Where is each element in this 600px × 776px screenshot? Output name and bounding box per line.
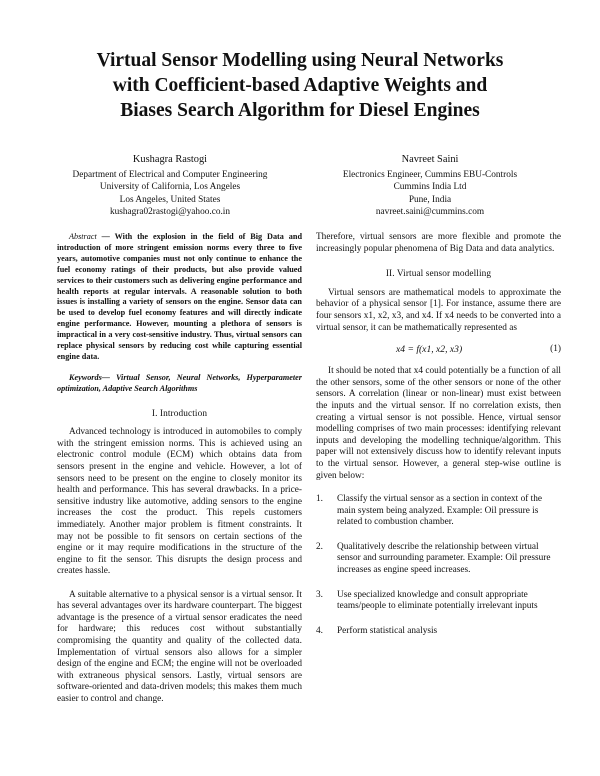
- left-column: [57, 232, 302, 706]
- paper-title: [50, 48, 550, 123]
- abstract-label: Abstract: [69, 232, 97, 241]
- paragraph: Advanced technology is introduced in automobiles to comply with the stringent emission norms. This is achieved using an electronic control module (ECM) which obtains data from sensors present in the engine and vehicle. However, a lot of sensors need to be present on the engine to closely monitor its health and performance. This has several drawbacks. In a price-sensitive industry like automotive, adding sensors to the engine increases the cost the product. This repels customers immediately. Another major problem is fitment constraints. It may not be possible to fit sensors on certain sections of the engine or it may require modifications in the structure of the engine to fit the sensor. This disrupts the design process and creates hassle.: [57, 427, 302, 577]
- keywords-text: Virtual Sensor, Neural Networks, Hyperparameter optimization, Adaptive Search Algorithms: [57, 372, 302, 393]
- section-heading: II. Virtual sensor modelling: [385, 269, 492, 280]
- equation-expression: x4 = f(x1, x2, x3): [396, 344, 463, 356]
- title-line: with Coefficient-based Adaptive Weights and: [112, 75, 488, 96]
- equation-number: (1): [550, 344, 561, 355]
- list-text: Perform statistical analysis: [337, 625, 438, 636]
- list-item: [316, 542, 561, 577]
- list-text: Classify the virtual sensor as a section in context of the main system being analyzed. Example: Oil pressure is related to combustion chamber.: [337, 494, 542, 528]
- paragraph: It should be noted that x4 could potentially be a function of all the other sensors, some of the other sensors or none of the other sensors. A correlation (linear or non-linear) must exist between the inputs and the virtual sensor. If no correlation exists, then creating a virtual sensor is not possible. Hence, virtual sensor modelling comprises of two main processes: identifying relevant inputs and developing the modelling technique/algorithm. This paper will not extensively discuss how to identify relevant inputs to the virtual sensor. However, a general step-wise outline is given below:: [316, 366, 561, 481]
- title-line: Biases Search Algorithm for Diesel Engines: [120, 100, 480, 121]
- author-affiliation: University of California, Los Angeles: [99, 182, 241, 193]
- abstract: [57, 232, 302, 363]
- author-email: navreet.saini@cummins.com: [375, 206, 485, 217]
- author-name: Navreet Saini: [401, 154, 459, 165]
- abstract-dash: —: [96, 232, 115, 241]
- author-affiliation: Department of Electrical and Computer Engineering: [72, 170, 268, 181]
- right-column: [316, 232, 561, 650]
- author-location: Los Angeles, United States: [119, 194, 221, 205]
- equation: [316, 340, 561, 360]
- keywords: [57, 373, 302, 395]
- list-text: Qualitatively describe the relationship between virtual sensor and surrounding parameter. Example: Oil pressure increases as engine speed increases.: [337, 541, 551, 576]
- author-block-2: [315, 154, 545, 218]
- author-email: kushagra02rastogi@yahoo.co.in: [109, 206, 231, 217]
- abstract-text: With the explosion in the field of Big Data and introduction of more stringent emission norms every three to five years, automotive companies must not only continue to enhance the fuel economy ratings of their products, but also provide valued services to their customers such as delivering engine performance and health reports at regular intervals. A reasonable solution to both issues is installing a variety of sensors on the engine. Sensor data can be used to develop fuel economy features and will directly indicate engine performance. However, mounting a plethora of sensors is impractical in a very cost-sensitive industry. Thus, virtual sensors can replace physical sensors by reducing cost while capturing essential engine data.: [57, 232, 302, 361]
- paragraph: Therefore, virtual sensors are more flexible and promote the increasingly popular phenomena of Big Data and data analytics.: [316, 232, 561, 254]
- section-heading: I. Introduction: [151, 408, 208, 419]
- author-affiliation: Cummins India Ltd: [393, 182, 467, 193]
- author-affiliation: Electronics Engineer, Cummins EBU-Controls: [342, 170, 518, 181]
- author-location: Pune, India: [408, 194, 452, 205]
- list-number: 1.: [316, 494, 323, 505]
- keywords-label: Keywords—: [69, 372, 110, 382]
- title-line: Virtual Sensor Modelling using Neural Networks: [96, 50, 504, 71]
- step-list: [316, 494, 561, 637]
- author-name: Kushagra Rastogi: [132, 154, 208, 165]
- list-number: 3.: [316, 589, 323, 600]
- list-number: 2.: [316, 541, 323, 552]
- list-item: [316, 590, 561, 613]
- list-number: 4.: [316, 625, 323, 636]
- author-block-1: [55, 154, 285, 218]
- paragraph: A suitable alternative to a physical sensor is a virtual sensor. It has several advantages over its hardware counterpart. The biggest advantage is the presence of a virtual sensor eradicates the need for hardware; this reduces cost without substantially compromising the quantity and quality of the collected data. Implementation of virtual sensors also allows for a simpler design of the engine and ECM; the engine will not be overloaded with extraneous physical sensors. Lastly, virtual sensors are software-oriented and data-driven models; this makes them much easier to control and change.: [57, 589, 302, 704]
- list-text: Use specialized knowledge and consult appropriate teams/people to eliminate potentially irrelevant inputs: [337, 589, 538, 612]
- list-item: [316, 626, 561, 638]
- list-item: [316, 494, 561, 529]
- paragraph: Virtual sensors are mathematical models to approximate the behavior of a physical sensor [1]. For instance, assume there are four sensors x1, x2, x3, and x4. If x4 needs to be converted into a virtual sensor, it can be mathematically represented as: [316, 287, 561, 333]
